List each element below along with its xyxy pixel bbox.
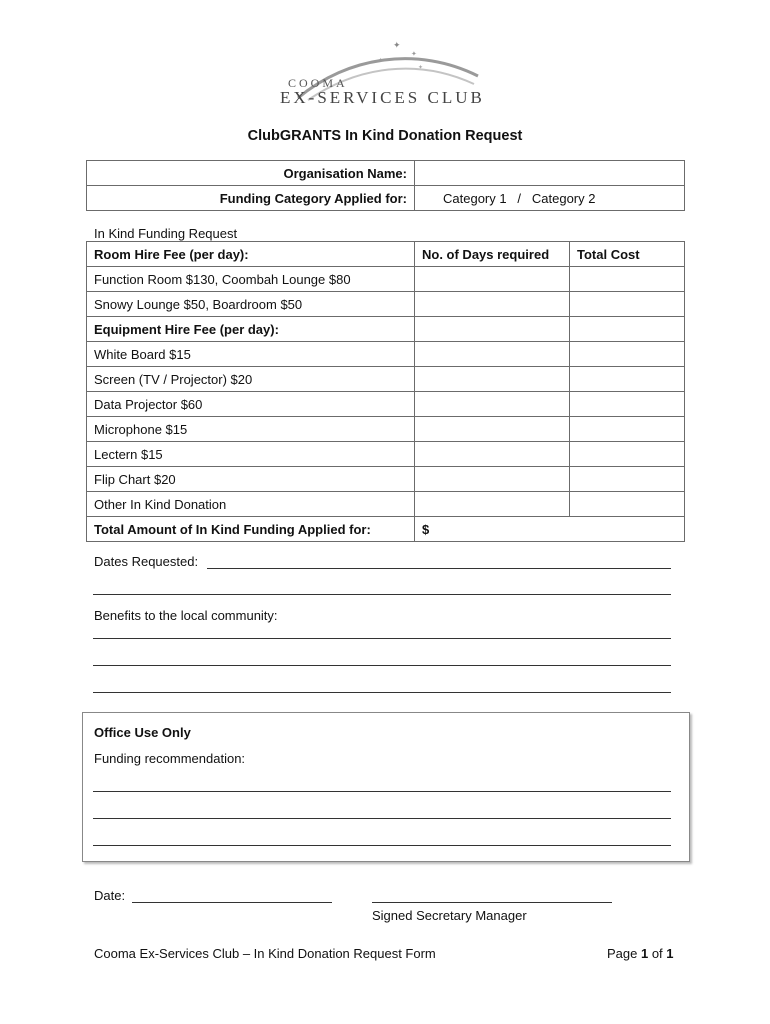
recommendation-line-2[interactable] [93,818,671,819]
row-label: Screen (TV / Projector) $20 [87,367,415,392]
org-name-field[interactable] [415,161,685,186]
days-cell[interactable] [415,317,570,342]
recommendation-line-3[interactable] [93,845,671,846]
office-use-box [82,712,690,862]
funding-recommendation-label: Funding recommendation: [94,751,246,766]
organisation-table [86,160,685,211]
dates-label: Dates Requested: [94,554,199,569]
days-cell[interactable] [415,467,570,492]
funding-category-label: Funding Category Applied for: [87,186,415,211]
days-cell[interactable] [415,492,570,517]
benefits-label: Benefits to the local community: [94,608,278,623]
days-cell[interactable] [415,417,570,442]
table-header-row [87,242,685,267]
table-row [87,342,685,367]
table-row [87,367,685,392]
page-current: 1 [640,946,649,961]
row-label: Flip Chart $20 [87,467,415,492]
row-label: White Board $15 [87,342,415,367]
table-row [87,392,685,417]
date-line[interactable] [132,902,332,903]
days-cell[interactable] [415,267,570,292]
total-cost-header: Total Cost [570,242,685,267]
room-hire-header: Room Hire Fee (per day): [87,242,415,267]
logo-line-2: EX-SERVICES CLUB [280,88,485,107]
days-cell[interactable] [415,367,570,392]
benefits-line-3[interactable] [93,692,671,693]
club-logo [278,36,488,112]
page-prefix: Page [607,946,641,961]
page-total: 1 [666,946,674,961]
page-title: ClubGRANTS In Kind Donation Request [247,128,523,144]
table-row [87,292,685,317]
svg-text:✦: ✦ [418,65,424,71]
total-row [87,517,685,542]
cost-cell[interactable] [570,417,685,442]
page-number [607,946,674,961]
svg-text:✦: ✦ [378,58,384,64]
row-label: Data Projector $60 [87,392,415,417]
cost-cell[interactable] [570,342,685,367]
days-cell[interactable] [415,442,570,467]
cost-cell[interactable] [570,392,685,417]
total-amount-field[interactable]: $ [415,517,685,542]
cost-cell[interactable] [570,467,685,492]
office-use-title: Office Use Only [94,725,191,740]
table-row [87,267,685,292]
date-label: Date: [94,888,126,903]
signature-line[interactable] [372,902,612,903]
dates-line-2[interactable] [93,594,671,595]
funding-table [86,241,685,542]
table-row [87,492,685,517]
cost-cell[interactable] [570,492,685,517]
row-label: Other In Kind Donation [87,492,415,517]
cost-cell[interactable] [570,292,685,317]
total-label: Total Amount of In Kind Funding Applied for: [87,517,415,542]
benefits-line-1[interactable] [93,638,671,639]
days-cell[interactable] [415,342,570,367]
table-row [87,442,685,467]
section-subheading: In Kind Funding Request [94,226,238,241]
benefits-line-2[interactable] [93,665,671,666]
equipment-header: Equipment Hire Fee (per day): [87,317,415,342]
table-row [87,417,685,442]
footer-form-name: Cooma Ex-Services Club – In Kind Donation Request Form [94,946,436,961]
svg-text:✦: ✦ [411,51,417,58]
cost-cell[interactable] [570,442,685,467]
org-name-label: Organisation Name: [87,161,415,186]
days-cell[interactable] [415,392,570,417]
days-cell[interactable] [415,292,570,317]
recommendation-line-1[interactable] [93,791,671,792]
svg-text:✦: ✦ [393,40,401,50]
row-label: Function Room $130, Coombah Lounge $80 [87,267,415,292]
table-row [87,467,685,492]
cost-cell[interactable] [570,317,685,342]
row-label: Snowy Lounge $50, Boardroom $50 [87,292,415,317]
table-row [87,317,685,342]
dates-line-1[interactable] [207,568,671,569]
cost-cell[interactable] [570,367,685,392]
funding-category-field[interactable]: Category 1 / Category 2 [415,186,685,211]
cost-cell[interactable] [570,267,685,292]
row-label: Lectern $15 [87,442,415,467]
page-of: of [648,946,667,961]
row-label: Microphone $15 [87,417,415,442]
days-header: No. of Days required [415,242,570,267]
signed-secretary-label: Signed Secretary Manager [372,908,527,923]
logo-line-1: COOMA [288,76,348,90]
